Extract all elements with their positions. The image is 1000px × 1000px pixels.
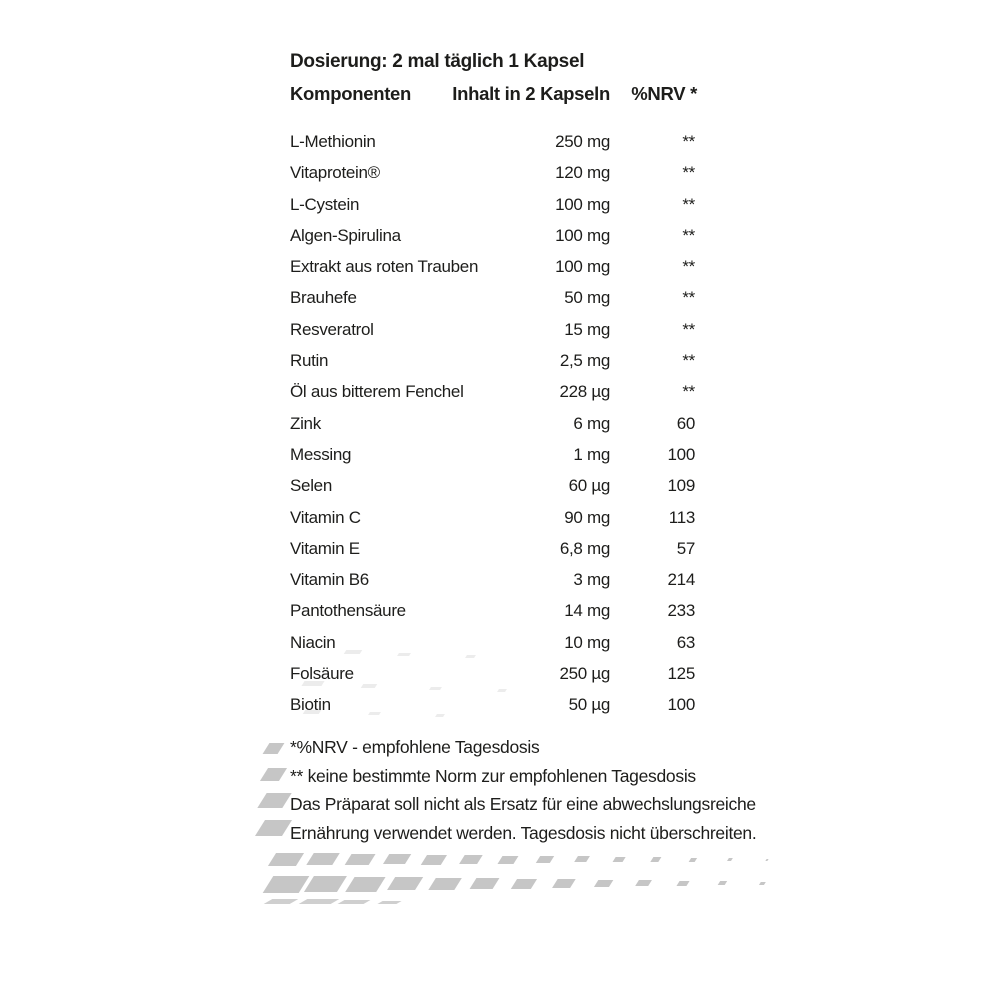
row-nrv: ** [682, 288, 695, 308]
stripe-mark [759, 882, 765, 885]
stripe-mark [257, 793, 291, 808]
stripe-mark [498, 856, 519, 864]
row-name: Vitamin C [290, 507, 361, 527]
row-nrv: 57 [676, 538, 695, 558]
stripe-mark [470, 878, 500, 889]
row-amount: 250 µg [559, 664, 610, 684]
table-row [290, 501, 695, 532]
stripe-mark [383, 854, 412, 864]
row-nrv: 100 [667, 444, 695, 464]
table-row [290, 657, 695, 688]
stripe-mark [387, 877, 424, 890]
stripe-mark [635, 880, 651, 886]
row-nrv: ** [682, 163, 695, 183]
table-row [290, 563, 695, 594]
dosage-title: Dosierung: 2 mal täglich 1 Kapsel [290, 51, 585, 72]
table-row [290, 281, 695, 312]
row-nrv: ** [682, 225, 695, 245]
row-amount: 100 mg [555, 257, 610, 277]
stripe-mark [263, 743, 285, 754]
table-row [290, 125, 695, 156]
row-amount: 1 mg [573, 444, 610, 464]
stripe-mark [574, 856, 590, 862]
row-name: Öl aus bitterem Fenchel [290, 382, 464, 402]
row-name: Resveratrol [290, 319, 374, 339]
row-nrv: ** [682, 382, 695, 402]
table-row [290, 188, 695, 219]
footnotes [290, 733, 760, 848]
stripe-mark [377, 901, 401, 904]
table-row [290, 375, 695, 406]
row-nrv: ** [682, 319, 695, 339]
stripe-mark [344, 854, 375, 865]
table-row [290, 250, 695, 281]
table-row [290, 438, 695, 469]
table-row [290, 344, 695, 375]
ingredient-table [290, 125, 695, 720]
table-row [290, 313, 695, 344]
stripe-mark [536, 856, 554, 863]
stripe-mark [338, 900, 371, 904]
row-nrv: 63 [676, 632, 695, 652]
stripe-mark [676, 881, 689, 886]
row-amount: 90 mg [564, 507, 610, 527]
row-nrv: 233 [667, 601, 695, 621]
row-amount: 100 mg [555, 194, 610, 214]
row-nrv: ** [682, 132, 695, 151]
row-name: Rutin [290, 351, 329, 371]
header-nrv: %NRV * [631, 83, 697, 104]
footnote-line: Das Präparat soll nicht als Ersatz für eine abwechslungsreiche [290, 794, 756, 815]
table-header [290, 83, 697, 107]
row-nrv: 214 [667, 570, 695, 590]
row-name: Vitamin E [290, 538, 360, 558]
row-name: L-Methionin [290, 132, 376, 151]
stripe-mark [299, 899, 340, 904]
table-row [290, 469, 695, 500]
row-name: Zink [290, 413, 321, 433]
row-name: Vitamin B6 [290, 570, 369, 590]
row-name: Messing [290, 444, 352, 464]
stripe-mark [345, 877, 385, 892]
stripe-mark [651, 857, 662, 862]
table-row [290, 532, 695, 563]
row-amount: 100 mg [555, 225, 610, 245]
stripe-mark [260, 768, 287, 781]
row-nrv: ** [682, 351, 695, 371]
row-amount: 228 µg [559, 382, 610, 402]
row-nrv: 125 [667, 664, 695, 684]
footnote-line: Ernährung verwendet werden. Tagesdosis nicht überschreiten. [290, 823, 757, 844]
stripe-mark [304, 876, 347, 892]
stripe-mark [421, 855, 447, 865]
row-amount: 120 mg [555, 163, 610, 183]
row-nrv: ** [682, 194, 695, 214]
row-name: Vitaprotein® [290, 163, 380, 183]
table-row [290, 688, 695, 719]
stripe-mark [306, 853, 340, 865]
table-row [290, 407, 695, 438]
row-amount: 10 mg [564, 632, 610, 652]
footnote-line: ** keine bestimmte Norm zur empfohlenen Tagesdosis [290, 765, 696, 786]
stripe-mark [689, 858, 697, 862]
row-amount: 250 mg [555, 132, 610, 151]
stripe-mark [459, 855, 482, 864]
row-name: L-Cystein [290, 194, 360, 214]
stripe-mark [727, 858, 733, 861]
stripe-mark [594, 880, 614, 887]
table-row [290, 219, 695, 250]
row-name: Biotin [290, 695, 331, 715]
row-nrv: 100 [667, 695, 695, 715]
stripe-mark [428, 878, 461, 890]
row-nrv: 60 [676, 413, 695, 433]
row-amount: 6 mg [573, 413, 610, 433]
row-name: Extrakt aus roten Trauben [290, 257, 479, 277]
row-amount: 50 mg [564, 288, 610, 308]
row-amount: 3 mg [573, 570, 610, 590]
row-name: Selen [290, 476, 332, 496]
stripe-mark [511, 879, 538, 889]
row-name: Brauhefe [290, 288, 357, 308]
stripe-mark [552, 879, 575, 888]
stripe-mark [255, 820, 292, 836]
row-name: Niacin [290, 632, 336, 652]
row-nrv: 113 [668, 507, 695, 527]
stripe-mark [612, 857, 625, 862]
stripe-mark [263, 876, 310, 893]
row-name: Algen-Spirulina [290, 225, 401, 245]
row-amount: 14 mg [564, 601, 610, 621]
row-amount: 6,8 mg [559, 538, 610, 558]
table-row [290, 626, 695, 657]
row-name: Pantothensäure [290, 601, 406, 621]
row-nrv: 109 [667, 476, 695, 496]
row-amount: 50 µg [568, 695, 610, 715]
header-content: Inhalt in 2 Kapseln [452, 83, 610, 104]
stripe-mark [718, 881, 728, 885]
table-row [290, 156, 695, 187]
header-component: Komponenten [290, 83, 412, 104]
row-nrv: ** [682, 257, 695, 277]
table-row [290, 594, 695, 625]
row-amount: 2,5 mg [559, 351, 610, 371]
stripe-mark [765, 859, 768, 861]
stripe-mark [268, 853, 304, 866]
stripe-mark [264, 899, 299, 904]
row-name: Folsäure [290, 664, 354, 684]
row-amount: 15 mg [564, 319, 610, 339]
footnote-line: *%NRV - empfohlene Tagesdosis [290, 737, 540, 757]
row-amount: 60 µg [568, 476, 610, 496]
